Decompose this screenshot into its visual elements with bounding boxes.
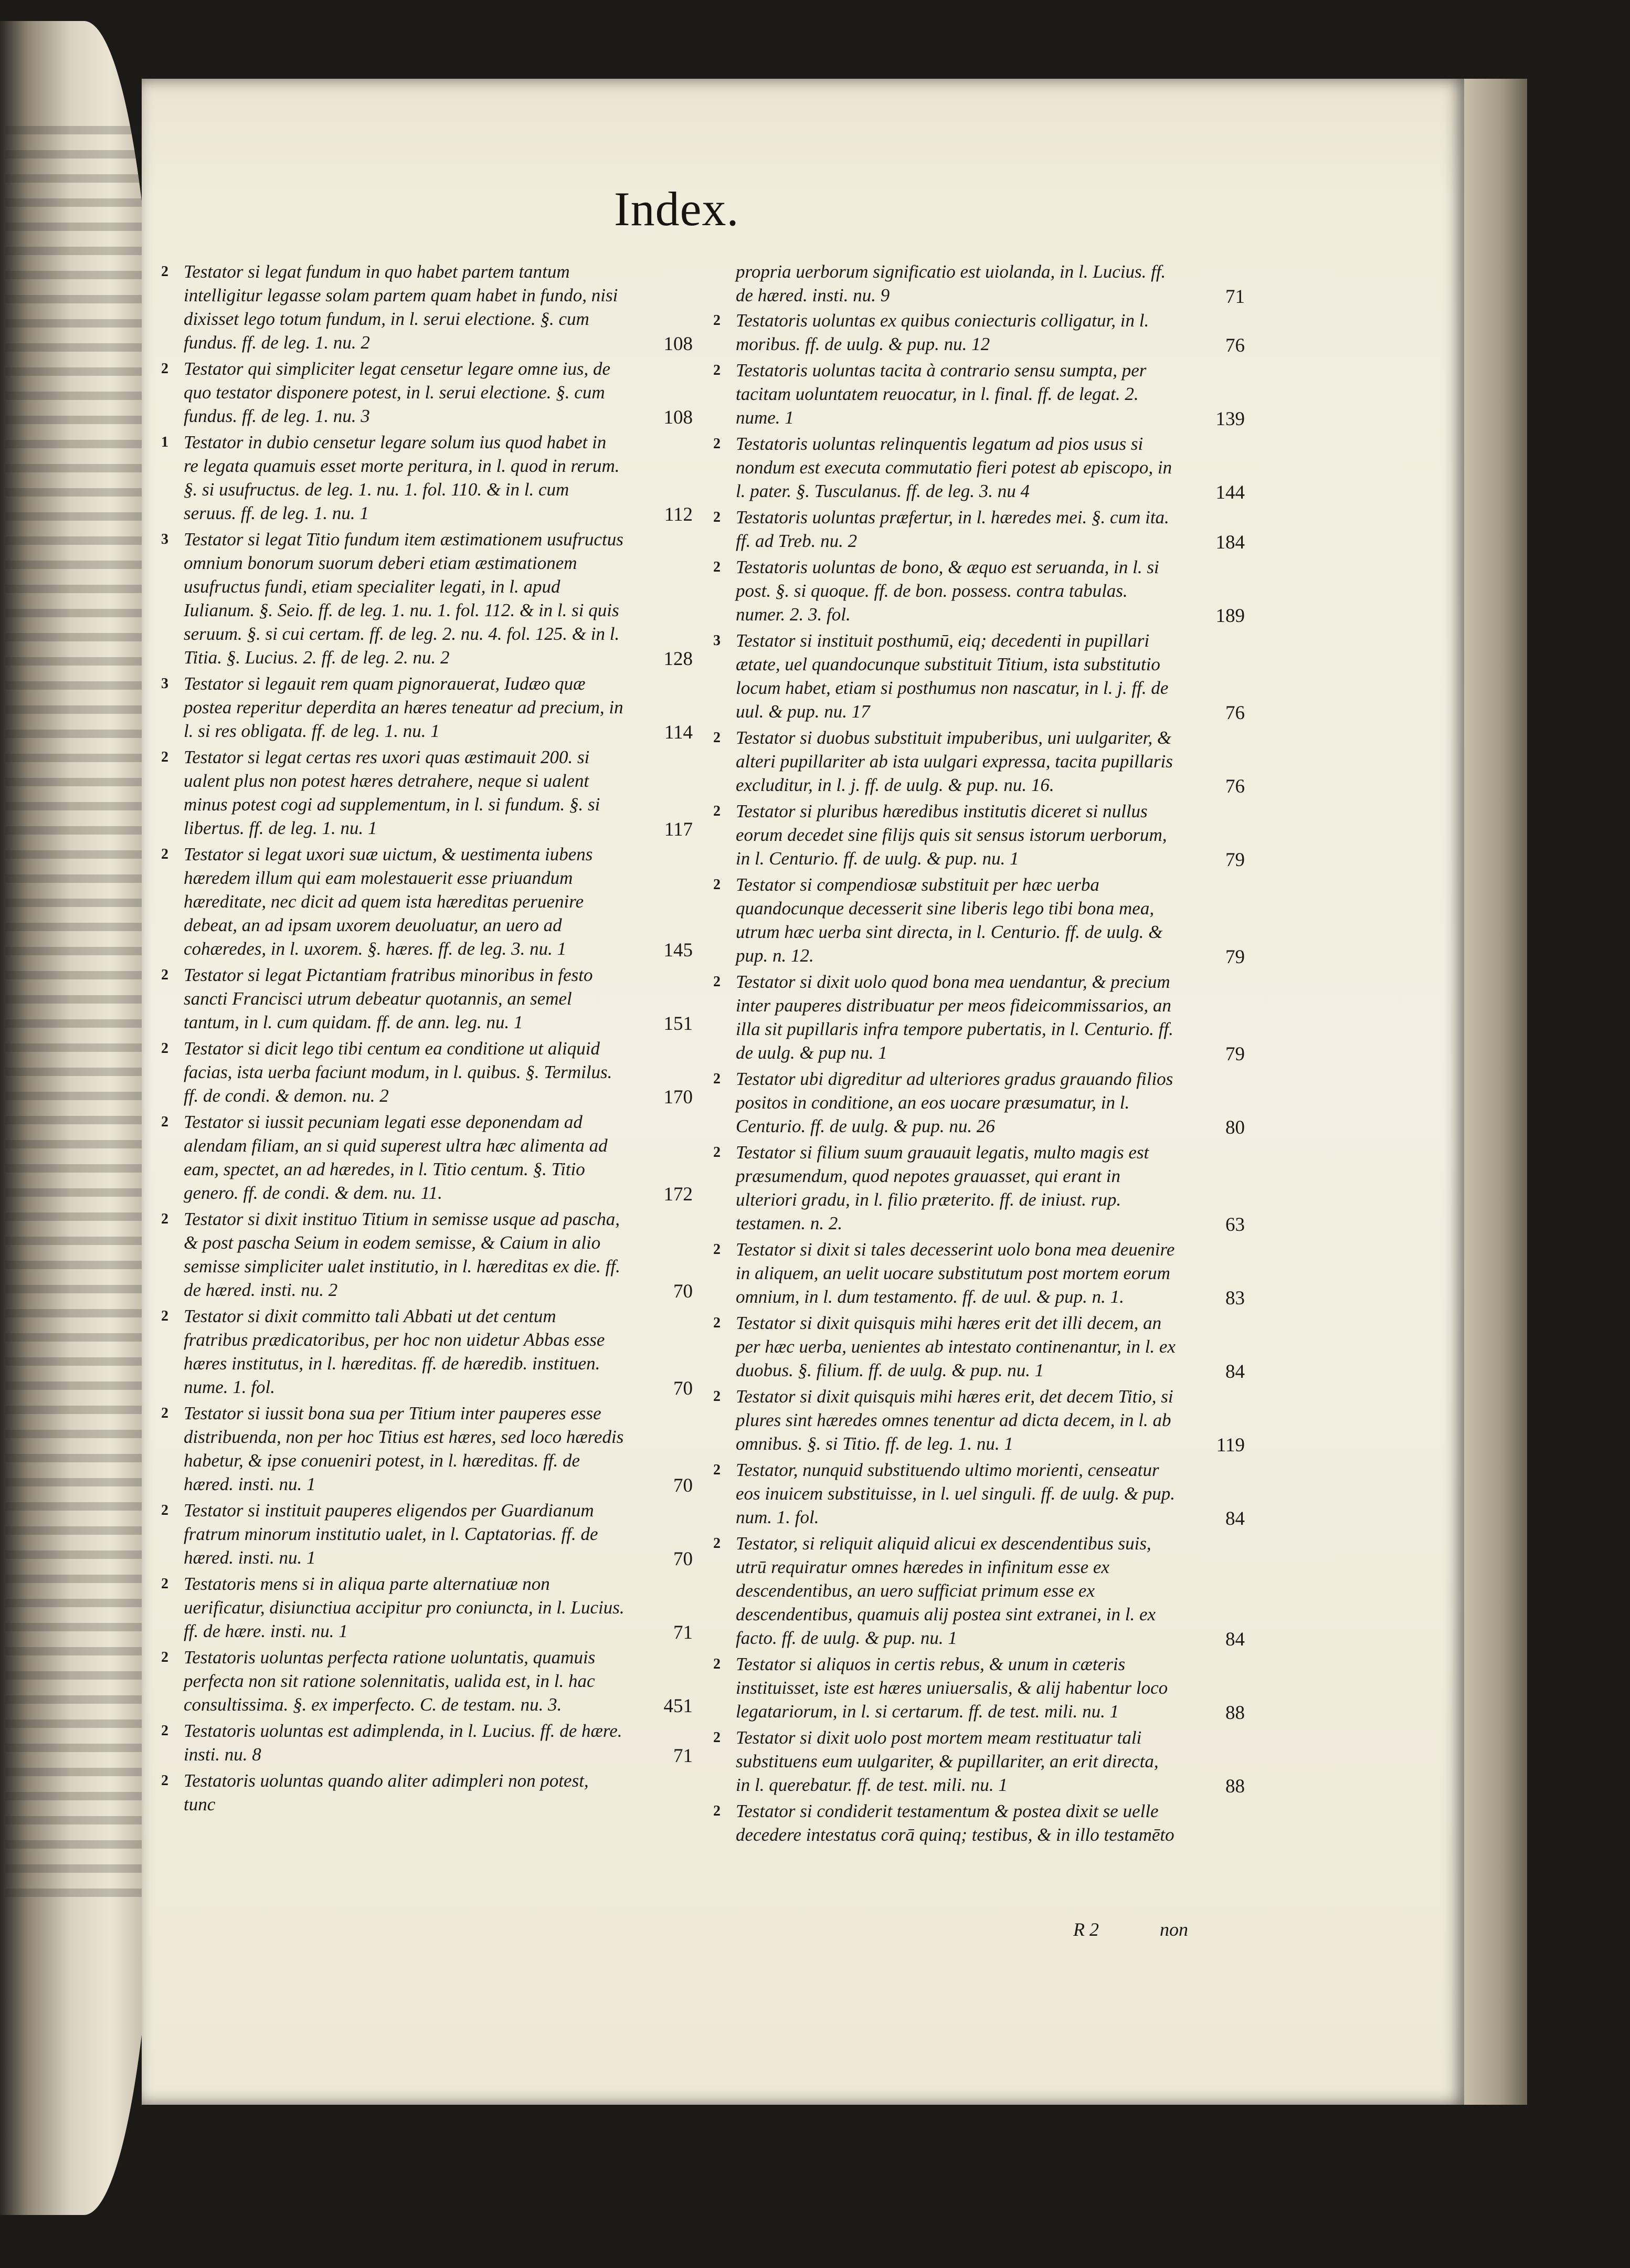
index-entry bbox=[157, 528, 693, 671]
entry-number: 2 bbox=[161, 1040, 168, 1057]
index-entry bbox=[157, 963, 693, 1036]
entry-text: Testator si legat Titio fundum item æstimationem usufructus omnium bonorum suorum deberi etiam æstimationem usufructus fundi, etiam specialiter legati, in l. apud Iulianum. §. Seio. ff. de leg. 1. nu. 1. fol. 112. & in l. si quis seruum. §. si cui certam. ff. de leg. 2. nu. 4. fol. 125. & in l. Titia. §. Lucius. 2. ff. de leg. 2. nu. 2 bbox=[184, 529, 623, 668]
entry-page-ref: 170 bbox=[663, 1086, 693, 1108]
entry-page-ref: 84 bbox=[1225, 1508, 1245, 1529]
entry-page-ref: 114 bbox=[664, 722, 693, 743]
entry-page-ref: 108 bbox=[663, 333, 693, 355]
entry-number: 2 bbox=[713, 1144, 721, 1161]
index-entry bbox=[710, 505, 1245, 554]
index-entry bbox=[157, 357, 693, 429]
entry-page-ref: 79 bbox=[1225, 1043, 1245, 1065]
entry-text: Testator si dicit lego tibi centum ea conditione ut aliquid facias, ista uerba faciunt modum, in l. quibus. §. Termilus. ff. de condi. & demon. nu. 2 bbox=[184, 1038, 612, 1106]
entry-text: Testator si dixit si tales decesserint uolo bona mea deuenire in aliquem, an uelit uocare substitutum post mortem eorum omnium, in l. dum testamento. ff. de uul. & pup. n. 1. bbox=[736, 1239, 1175, 1307]
entry-page-ref: 70 bbox=[673, 1475, 693, 1496]
entry-number: 2 bbox=[713, 1656, 721, 1672]
entry-text: Testator si dixit quisquis mihi hæres erit det illi decem, an per hæc uerba, uenientes ab intestato continenantur, in l. ex duobus. §. filium. ff. de uulg. & pup. nu. 1 bbox=[736, 1313, 1176, 1380]
entry-number: 2 bbox=[713, 509, 721, 525]
entry-text: Testator in dubio censetur legare solum ius quod habet in re legata quamuis esset morte peritura, in l. quod in rerum. §. si usufructus. de leg. 1. nu. 1. fol. 110. & in l. cum seruus. ff. de leg. 1. nu. 1 bbox=[184, 432, 620, 523]
entry-number: 2 bbox=[161, 1308, 168, 1324]
entry-number: 2 bbox=[713, 974, 721, 990]
index-entry bbox=[157, 1769, 693, 1818]
entry-page-ref: 83 bbox=[1225, 1288, 1245, 1309]
index-entries-right bbox=[710, 309, 1245, 1848]
entry-page-ref: 128 bbox=[663, 648, 693, 670]
index-entry bbox=[157, 1499, 693, 1571]
entry-text: Testator si iussit bona sua per Titium inter pauperes esse distribuenda, non per hoc Titius est hæres, sed loco hæredis habetur, & ipse conueniri potest, in l. hæreditas. ff. de hæred. insti. nu. 1 bbox=[184, 1403, 624, 1494]
entry-number: 2 bbox=[161, 1723, 168, 1739]
index-entry bbox=[710, 1799, 1245, 1848]
index-entry bbox=[710, 309, 1245, 357]
entry-page-ref: 144 bbox=[1215, 482, 1245, 503]
index-entry bbox=[710, 432, 1245, 504]
entry-page-ref: 71 bbox=[673, 1745, 693, 1767]
index-entry bbox=[157, 1110, 693, 1206]
entry-number: 2 bbox=[713, 1535, 721, 1552]
entry-text: Testatoris uoluntas præfertur, in l. hæredes mei. §. cum ita. ff. ad Treb. nu. 2 bbox=[736, 507, 1169, 551]
entry-text: Testator si pluribus hæredibus institutis diceret si nullus eorum decedet sine filijs quis sit sensus istorum uerborum, in l. Centurio. ff. de uulg. & pup. nu. 1 bbox=[736, 801, 1167, 869]
entry-number: 2 bbox=[161, 1114, 168, 1130]
index-entry bbox=[710, 358, 1245, 431]
entry-page-ref: 145 bbox=[663, 940, 693, 961]
entry-page-ref: 76 bbox=[1225, 702, 1245, 724]
entry-page-ref: 189 bbox=[1215, 605, 1245, 627]
continued-entry bbox=[710, 260, 1245, 309]
index-entry bbox=[710, 1532, 1245, 1651]
entry-page-ref: 151 bbox=[663, 1013, 693, 1035]
index-entry bbox=[157, 745, 693, 841]
index-entry bbox=[710, 629, 1245, 725]
catchword: non bbox=[1160, 1919, 1188, 1940]
index-entry bbox=[710, 1067, 1245, 1140]
entry-text: Testator si instituit posthumū, eiq; decedenti in pupillari ætate, uel quandocunque substituit Titium, ista substitutio locum habet, etiam si posthumus non nascatur, in l. j. ff. de uul. & pup. nu. 17 bbox=[736, 630, 1169, 722]
entry-text: Testator si compendiosæ substituit per hæc uerba quandocunque decesserit sine liberis lego tibi bona mea, utrum hæc uerba sint directa, in l. Centurio. ff. de uulg. & pup. n. 12. bbox=[736, 874, 1163, 966]
index-entry bbox=[710, 799, 1245, 872]
entry-page-ref: 79 bbox=[1225, 946, 1245, 968]
entry-text: Testatoris uoluntas perfecta ratione uoluntatis, quamuis perfecta non sit ratione solennitatis, ualida est, in l. hac consultissima. §. ex imperfecto. C. de testam. nu. 3. bbox=[184, 1647, 596, 1715]
index-entry bbox=[157, 1304, 693, 1400]
entry-text: Testator si aliquos in certis rebus, & unum in cæteris instituisset, iste est hæres uniuersalis, & alij habentur loco legatariorum, in l. si certarum. ff. de test. mili. nu. 1 bbox=[736, 1654, 1168, 1722]
index-entry bbox=[710, 1385, 1245, 1457]
entry-page-ref: 70 bbox=[673, 1281, 693, 1302]
entry-number: 3 bbox=[161, 531, 168, 547]
index-entry bbox=[157, 1645, 693, 1718]
entry-number: 2 bbox=[161, 1773, 168, 1789]
index-entry bbox=[710, 1652, 1245, 1725]
signature-mark: R 2 bbox=[1073, 1919, 1099, 1940]
page-fore-edge bbox=[1464, 79, 1527, 2105]
entry-text: Testator si dixit instituo Titium in semisse usque ad pascha, & post pascha Seium in eodem semisse, & Caium in alio semisse simpliciter ualet institutio, in l. hæreditas ex die. ff. de hæred. insti. nu. 2 bbox=[184, 1209, 620, 1300]
entry-page-ref: 84 bbox=[1225, 1629, 1245, 1650]
index-column-right bbox=[710, 260, 1245, 1849]
entry-number: 2 bbox=[713, 1315, 721, 1331]
entry-text: Testator si dixit quisquis mihi hæres erit, det decem Titio, si plures sint hæredes omnes tenentur ad dicta decem, in l. ab omnibus. §. si Titio. ff. de leg. 1. nu. 1 bbox=[736, 1386, 1173, 1454]
entry-number: 2 bbox=[713, 436, 721, 452]
entry-page-ref: 451 bbox=[663, 1695, 693, 1717]
index-entry bbox=[710, 1311, 1245, 1384]
index-entry bbox=[157, 1572, 693, 1644]
index-entry bbox=[710, 873, 1245, 969]
entry-number: 2 bbox=[161, 361, 168, 377]
entry-number: 2 bbox=[713, 877, 721, 893]
entry-text: Testator si dixit uolo post mortem meam restituatur tali substituens eum uulgariter, & pupillariter, an erit directa, in l. querebatur. ff. de test. mili. nu. 1 bbox=[736, 1727, 1159, 1795]
entry-text: Testator si legat uxori suæ uictum, & uestimenta iubens hæredem illum qui eam molestauerit esse priuandum hæreditate, nec dicit ad quem ista hæreditas peruenire debeat, an ad ipsam uxorem deuoluatur, an uero ad cohæredes, in l. uxorem. §. hæres. ff. de leg. 3. nu. 1 bbox=[184, 844, 593, 959]
entry-number: 2 bbox=[713, 1388, 721, 1405]
index-entry bbox=[157, 1037, 693, 1109]
entry-page-ref: 88 bbox=[1225, 1702, 1245, 1724]
entry-number: 2 bbox=[161, 967, 168, 983]
entry-number: 2 bbox=[713, 1803, 721, 1819]
entry-number: 2 bbox=[713, 312, 721, 329]
entry-number: 2 bbox=[713, 1241, 721, 1258]
index-column-left bbox=[157, 260, 693, 1819]
entry-text: Testator si legat Pictantiam fratribus minoribus in festo sancti Francisci utrum debeatur quotannis, an semel tantum, in l. cum quidam. ff. de ann. leg. nu. 1 bbox=[184, 965, 593, 1032]
entry-page-ref: 112 bbox=[664, 504, 693, 525]
entry-page-ref: 119 bbox=[1216, 1434, 1245, 1456]
index-entry bbox=[710, 1726, 1245, 1798]
index-entry bbox=[157, 1207, 693, 1303]
entry-number: 2 bbox=[161, 1502, 168, 1518]
entry-number: 2 bbox=[713, 1071, 721, 1087]
index-entry bbox=[710, 1238, 1245, 1310]
entry-page-ref: 63 bbox=[1225, 1214, 1245, 1236]
entry-number: 2 bbox=[161, 263, 168, 280]
entry-page-ref: 117 bbox=[664, 819, 693, 840]
entry-page-ref: 76 bbox=[1225, 335, 1245, 356]
index-entry bbox=[710, 1458, 1245, 1531]
index-entry bbox=[157, 260, 693, 356]
entry-page-ref: 84 bbox=[1225, 1361, 1245, 1383]
entry-text: Testator si condiderit testamentum & postea dixit se uelle decedere intestatus corā quinq; testibus, & in illo testamēto bbox=[736, 1801, 1174, 1845]
entry-number: 2 bbox=[161, 846, 168, 862]
entry-page-ref: 70 bbox=[673, 1378, 693, 1399]
entry-text: Testator si instituit pauperes eligendos per Guardianum fratrum minorum institutio ualet, in l. Captatorias. ff. de hæred. insti. nu. 1 bbox=[184, 1500, 598, 1568]
index-entry bbox=[710, 1141, 1245, 1237]
entry-text: Testator si iussit pecuniam legati esse deponendam ad alendam filiam, an si quid superest ultra hæc alimenta ad eam, spectet, an ad hæredes, in l. Titio centum. §. Titio genero. ff. de condi. & dem. nu. 11. bbox=[184, 1112, 608, 1203]
entry-text: Testatoris mens si in aliqua parte alternatiuæ non uerificatur, disiunctiua accipitur pro coniuncta, in l. Lucius. ff. de hære. insti. nu. 1 bbox=[184, 1574, 625, 1641]
entry-number: 2 bbox=[713, 559, 721, 575]
entry-text: propria uerborum significatio est uiolanda, in l. Lucius. ff. de hæred. insti. nu. 9 bbox=[736, 261, 1166, 305]
index-entry bbox=[157, 430, 693, 526]
previous-page-leaf bbox=[0, 21, 157, 2215]
previous-page-text-bleed bbox=[5, 126, 142, 1911]
entry-text: Testatoris uoluntas tacita à contrario sensu sumpta, per tacitam uoluntatem reuocatur, in l. final. ff. de legat. 2. nume. 1 bbox=[736, 360, 1147, 428]
entry-number: 2 bbox=[713, 1729, 721, 1746]
entry-text: Testator si legat fundum in quo habet partem tantum intelligitur legasse solam partem quam habet in fundo, nisi dixisset lego totum fundum, in l. serui electione. §. cum fundus. ff. de leg. 1. nu. 2 bbox=[184, 261, 618, 353]
entry-number: 3 bbox=[161, 676, 168, 692]
entry-text: Testatoris uoluntas de bono, & æquo est seruanda, in l. si post. §. si quoque. ff. de bon. possess. contra tabulas. numer. 2. 3. fol. bbox=[736, 557, 1159, 625]
entry-text: Testator, si reliquit aliquid alicui ex descendentibus suis, utrū requiratur omnes hæredes in infinitum esse ex descendentibus, an uero sufficiat primum esse ex descendentibus, quamuis alij postea sint extranei, in l. ex facto. ff. de uulg. & pup. nu. 1 bbox=[736, 1533, 1156, 1648]
index-entry bbox=[157, 842, 693, 962]
entry-number: 3 bbox=[713, 632, 721, 649]
index-entry bbox=[157, 1401, 693, 1497]
entry-page-ref bbox=[184, 1794, 693, 1818]
entry-text: Testator si legauit rem quam pignorauerat, Iudæo quæ postea reperitur deperdita an hæres teneatur ad precium, in l. si res obligata. ff. de leg. 1. nu. 1 bbox=[184, 673, 623, 741]
entry-text: Testator si legat certas res uxori quas æstimauit 200. si ualent plus non potest hæres detrahere, neque si ualent minus potest cogi ad supplementum, in l. si fundum. §. si libertus. ff. de leg. 1. nu. 1 bbox=[184, 747, 600, 838]
entry-page-ref: 139 bbox=[1215, 408, 1245, 430]
entry-page-ref: 70 bbox=[673, 1548, 693, 1570]
entry-text: Testatoris uoluntas relinquentis legatum ad pios usus si nondum est executa commutatio fieri potest ab episcopo, in l. pater. §. Tusculanus. ff. de leg. 3. nu 4 bbox=[736, 434, 1172, 501]
index-entry bbox=[710, 970, 1245, 1066]
entry-page-ref: 76 bbox=[1225, 776, 1245, 797]
entry-number: 2 bbox=[713, 362, 721, 378]
index-entry bbox=[157, 1719, 693, 1768]
entry-number: 2 bbox=[161, 1211, 168, 1227]
index-entry bbox=[710, 555, 1245, 628]
entry-text: Testator, nunquid substituendo ultimo morienti, censeatur eos inuicem substituisse, in l. uel singuli. ff. de uulg. & pup. num. 1. fol. bbox=[736, 1460, 1176, 1527]
entry-page-ref: 184 bbox=[1215, 532, 1245, 553]
entry-number: 2 bbox=[161, 1649, 168, 1665]
entry-number: 2 bbox=[713, 803, 721, 819]
entry-text: Testator si filium suum grauauit legatis, multo magis est præsumendum, quod nepotes grauasset, qui erant in ulteriori gradu, in l. filio præterito. ff. de iniust. rup. testamen. n. 2. bbox=[736, 1142, 1149, 1233]
entry-page-ref: 88 bbox=[1225, 1776, 1245, 1797]
entry-page-ref: 172 bbox=[663, 1184, 693, 1205]
entry-page-ref: 79 bbox=[1225, 849, 1245, 871]
entry-number: 2 bbox=[713, 730, 721, 746]
entry-text: Testator si dixit uolo quod bona mea uendantur, & precium inter pauperes distribuatur per meos fideicommissarios, an illa sit pupillaris infra tempore pubertatis, in l. Centurio. ff. de uulg. & pup nu. 1 bbox=[736, 972, 1173, 1063]
entry-text: Testatoris uoluntas est adimplenda, in l. Lucius. ff. de hære. insti. nu. 8 bbox=[184, 1721, 622, 1765]
entry-number: 2 bbox=[713, 1462, 721, 1478]
entry-page-ref: 80 bbox=[1225, 1117, 1245, 1138]
entry-number: 1 bbox=[161, 434, 168, 450]
page-title: Index. bbox=[614, 182, 739, 236]
index-entry bbox=[710, 726, 1245, 798]
entry-text: Testator si duobus substituit impuberibus, uni uulgariter, & alteri pupillariter ab ista uulgari expressa, tacita pupillaris excluditur, in l. j. ff. de uulg. & pup. nu. 16. bbox=[736, 727, 1173, 795]
entry-number: 2 bbox=[161, 1405, 168, 1421]
entry-page-ref: 71 bbox=[673, 1622, 693, 1643]
index-entry bbox=[157, 672, 693, 744]
entry-text: Testatoris uoluntas quando aliter adimpleri non potest, tunc bbox=[184, 1770, 589, 1815]
entry-page-ref: 108 bbox=[663, 407, 693, 428]
entry-text: Testatoris uoluntas ex quibus coniecturis colligatur, in l. moribus. ff. de uulg. & pup. nu. 12 bbox=[736, 310, 1149, 354]
entry-page-ref: 71 bbox=[1225, 286, 1245, 308]
entry-text: Testator qui simpliciter legat censetur legare omne ius, de quo testator disponere potest, in l. serui electione. §. cum fundus. ff. de leg. 1. nu. 3 bbox=[184, 358, 611, 426]
entry-text: Testator ubi digreditur ad ulteriores gradus grauando filios positos in conditione, an eos uocare præsumatur, in l. Centurio. ff. de uulg. & pup. nu. 26 bbox=[736, 1069, 1173, 1136]
entry-text: Testator si dixit committo tali Abbati ut det centum fratribus prædicatoribus, per hoc non uidetur Abbas esse hæres institutus, in l. hæreditas. ff. de hæredib. instituen. nume. 1. fol. bbox=[184, 1306, 605, 1397]
entry-number: 2 bbox=[161, 749, 168, 765]
entry-number: 2 bbox=[161, 1576, 168, 1592]
